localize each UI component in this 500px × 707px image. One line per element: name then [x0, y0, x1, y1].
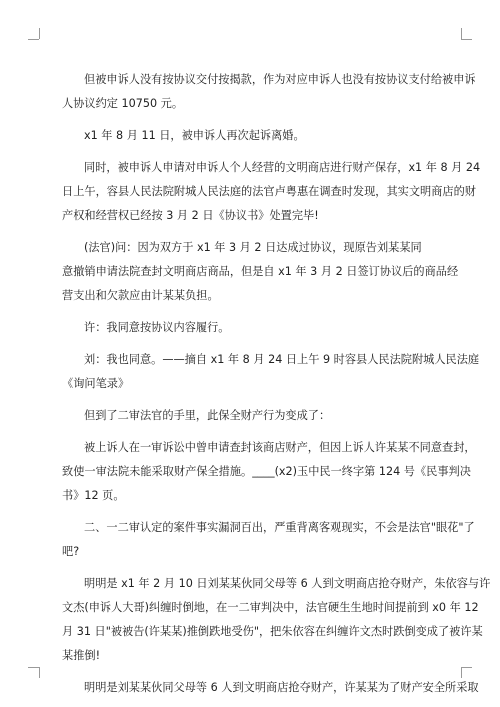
paragraph — [62, 348, 480, 396]
paragraph — [62, 236, 459, 308]
text-line: 日上午，容县人民法院附城人民法庭的法官卢粤惠在调查时发现，其实文明商店的财 — [62, 185, 476, 198]
text-line: 被上诉人在一审诉讼中曾申请查封该商店财产，但因上诉人许某某不同意查封， — [84, 441, 476, 454]
paragraph — [62, 436, 476, 508]
crop-mark-bottom-left-v — [39, 667, 40, 678]
paragraph — [62, 316, 440, 340]
text-line: 《询问笔录》 — [62, 377, 130, 390]
paragraph — [62, 68, 476, 116]
text-line: 许：我同意按协议内容履行。 — [84, 321, 230, 334]
text-line: 月 31 日"被被告(许某某)推倒跌地受伤"，把朱依容在纠缠许文杰时跌倒变成了被许某 — [62, 625, 483, 638]
text-line: (法官)问：因为双方于 x1 年 3 月 2 日达成过协议，现原告刘某某同 — [84, 241, 422, 254]
crop-mark-top-left-h — [28, 39, 39, 40]
text-line: 同时，被申诉人申请对申诉人个人经营的文明商店进行财产保存，x1 年 8 月 24 — [84, 161, 481, 174]
crop-mark-top-right-v — [461, 28, 462, 39]
paragraph — [62, 404, 440, 428]
text-line: 但到了二审法官的手里，此保全财产行为变成了： — [84, 409, 331, 422]
crop-mark-bottom-right-h — [461, 667, 472, 668]
crop-mark-top-right-h — [461, 39, 472, 40]
paragraph — [62, 572, 491, 668]
text-line: x1 年 8 月 11 日，被申诉人再次起诉离婚。 — [84, 129, 305, 142]
text-line: 人协议约定 10750 元。 — [62, 97, 184, 110]
text-line: 营支出和欠款应由计某某负担。 — [62, 289, 219, 302]
text-line: 二、一二审认定的案件事实漏洞百出，严重背离客观现实，不会是法官"眼花"了 — [84, 521, 475, 534]
text-line: 吧? — [62, 545, 80, 558]
paragraph — [62, 516, 475, 564]
text-line: 致使一审法院未能采取财产保全措施。____(x2)玉中民一终字第 124 号《民事判决 — [62, 465, 471, 478]
document-body — [62, 68, 491, 700]
text-line: 某推倒! — [62, 649, 101, 662]
paragraph — [62, 676, 479, 700]
text-line: 明明是刘某某伙同父母等 6 人到文明商店抢夺财产，许某某为了财产安全所采取 — [84, 681, 479, 694]
text-line: 但被申诉人没有按协议交付按揭款，作为对应申诉人也没有按协议支付给被申诉 — [84, 73, 476, 86]
paragraph — [62, 156, 481, 228]
text-line: 文杰(申诉人大哥)纠缠时倒地，在一二审判决中，法官硬生生地时间提前到 x0 年 12 — [62, 601, 479, 614]
text-line: 书》12 页。 — [62, 489, 125, 502]
text-line: 意撤销申请法院查封文明商店商品，但是自 x1 年 3 月 2 日签订协议后的商品经 — [62, 265, 459, 278]
crop-mark-bottom-left-h — [28, 667, 39, 668]
text-line: 产权和经营权已经按 3 月 2 日《协议书》处置完毕! — [62, 209, 319, 222]
crop-mark-top-left-v — [39, 28, 40, 39]
paragraph — [62, 124, 440, 148]
text-line: 明明是 x1 年 2 月 10 日刘某某伙同父母等 6 人到文明商店抢夺财产，朱依容与许 — [84, 577, 491, 590]
text-line: 刘：我也同意。——摘自 x1 年 8 月 24 日上午 9 时容县人民法院附城人民法庭 — [84, 353, 480, 366]
